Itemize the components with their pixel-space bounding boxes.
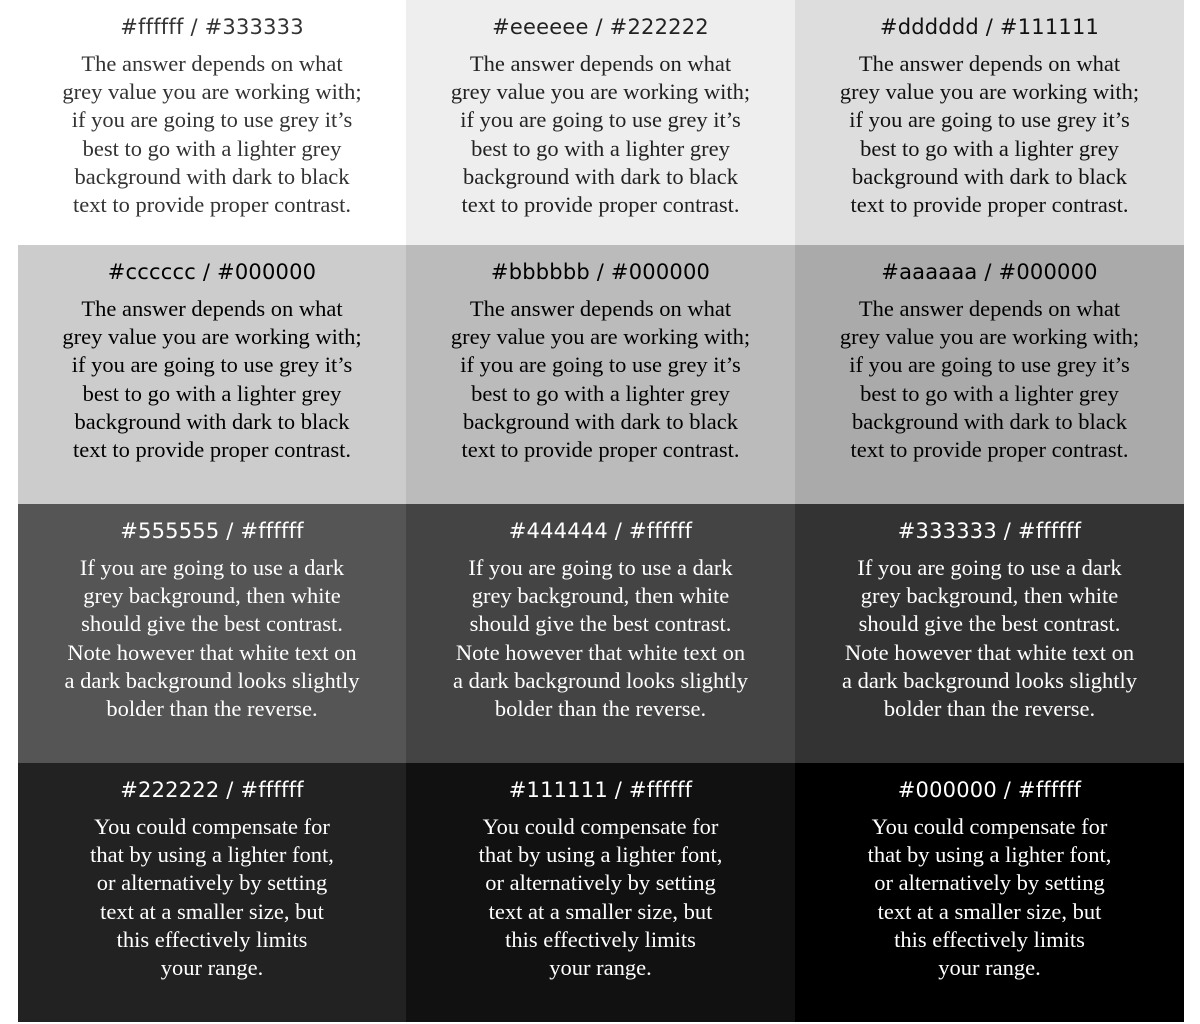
text-line: grey background, then white — [471, 583, 730, 609]
text-line: that by using a lighter font, — [867, 842, 1112, 868]
text-line: text to provide proper contrast. — [72, 192, 352, 218]
text-line: bolder than the reverse. — [106, 696, 318, 722]
text-line: if you are going to use grey it’s — [460, 352, 741, 378]
text-line: grey background, then white — [860, 583, 1119, 609]
text-line: this effectively limits — [116, 926, 308, 952]
text-line: grey value you are working with; — [62, 324, 362, 350]
text-line: a dark background looks slightly — [64, 667, 360, 693]
swatch-222222-on-ffffff — [18, 763, 406, 1022]
text-line: grey value you are working with; — [450, 324, 751, 350]
text-line: best to go with a lighter grey — [471, 380, 730, 406]
text-line: text to provide proper contrast. — [850, 437, 1129, 463]
text-line: should give the best contrast. — [81, 611, 343, 637]
text-line: background with dark to black — [852, 163, 1127, 189]
swatch-text — [817, 50, 1162, 219]
text-line: that by using a lighter font, — [478, 842, 723, 868]
swatch-000000-on-ffffff — [795, 763, 1184, 1022]
text-line: or alternatively by setting — [874, 870, 1105, 896]
grey-contrast-grid — [18, 0, 1184, 1022]
text-line: If you are going to use a dark — [857, 555, 1122, 580]
text-line: if you are going to use grey it’s — [71, 352, 353, 378]
text-line: Note however that white text on — [67, 639, 357, 665]
swatch-label: #222222 / #ffffff — [120, 778, 304, 802]
text-line: a dark background looks slightly — [453, 667, 748, 693]
text-line: grey value you are working with; — [450, 79, 751, 105]
text-line: You could compensate for — [94, 814, 330, 839]
text-line: that by using a lighter font, — [90, 842, 334, 868]
text-line: best to go with a lighter grey — [471, 135, 730, 161]
swatch-label: #444444 / #ffffff — [508, 519, 693, 543]
text-line: The answer depends on what — [469, 296, 732, 321]
swatch-text — [40, 813, 385, 982]
text-line: grey value you are working with; — [839, 79, 1140, 105]
text-line: if you are going to use grey it’s — [849, 107, 1130, 133]
text-line: grey background, then white — [83, 583, 341, 609]
swatch-text — [428, 554, 773, 723]
text-line: The answer depends on what — [858, 296, 1121, 321]
swatch-label: #aaaaaa / #000000 — [881, 260, 1098, 284]
swatch-label: #333333 / #ffffff — [897, 519, 1082, 543]
text-line: background with dark to black — [463, 408, 738, 434]
text-line: background with dark to black — [463, 163, 738, 189]
text-line: your range. — [549, 955, 652, 981]
text-line: Note however that white text on — [844, 639, 1135, 665]
swatch-text — [428, 295, 773, 464]
text-line: if you are going to use grey it’s — [460, 107, 741, 133]
text-line: best to go with a lighter grey — [860, 380, 1119, 406]
text-line: or alternatively by setting — [96, 870, 328, 896]
swatch-label: #ffffff / #333333 — [120, 15, 304, 39]
text-line: best to go with a lighter grey — [860, 135, 1119, 161]
text-line: The answer depends on what — [469, 51, 732, 76]
swatch-text — [817, 295, 1162, 464]
text-line: background with dark to black — [852, 408, 1127, 434]
text-line: this effectively limits — [505, 926, 696, 952]
text-line: You could compensate for — [871, 814, 1108, 839]
swatch-111111-on-ffffff — [406, 763, 795, 1022]
swatch-text — [428, 813, 773, 982]
swatch-ffffff-on-333333 — [18, 0, 406, 245]
text-line: The answer depends on what — [81, 51, 343, 76]
text-line: your range. — [160, 955, 264, 981]
swatch-text — [428, 50, 773, 219]
swatch-333333-on-ffffff — [795, 504, 1184, 763]
text-line: The answer depends on what — [81, 296, 343, 321]
text-line: should give the best contrast. — [469, 611, 732, 637]
swatch-text — [40, 554, 385, 723]
swatch-text — [40, 50, 385, 219]
swatch-cccccc-on-000000 — [18, 245, 406, 504]
text-line: or alternatively by setting — [485, 870, 716, 896]
text-line: bolder than the reverse. — [883, 696, 1096, 722]
text-line: text to provide proper contrast. — [461, 192, 740, 218]
text-line: If you are going to use a dark — [468, 555, 733, 580]
text-line: grey value you are working with; — [62, 79, 362, 105]
text-line: background with dark to black — [74, 163, 350, 189]
swatch-444444-on-ffffff — [406, 504, 795, 763]
swatch-text — [817, 813, 1162, 982]
swatch-text — [40, 295, 385, 464]
swatch-label: #bbbbbb / #000000 — [490, 260, 711, 284]
text-line: text at a smaller size, but — [100, 898, 324, 924]
text-line: this effectively limits — [894, 926, 1085, 952]
swatch-label: #dddddd / #111111 — [879, 15, 1100, 39]
text-line: text at a smaller size, but — [488, 898, 713, 924]
text-line: Note however that white text on — [455, 639, 746, 665]
swatch-label: #eeeeee / #222222 — [492, 15, 709, 39]
text-line: text at a smaller size, but — [877, 898, 1102, 924]
swatch-label: #cccccc / #000000 — [107, 260, 317, 284]
text-line: your range. — [938, 955, 1041, 981]
swatch-aaaaaa-on-000000 — [795, 245, 1184, 504]
text-line: background with dark to black — [74, 408, 350, 434]
text-line: if you are going to use grey it’s — [71, 107, 353, 133]
swatch-bbbbbb-on-000000 — [406, 245, 795, 504]
text-line: bolder than the reverse. — [494, 696, 707, 722]
swatch-label: #000000 / #ffffff — [897, 778, 1082, 802]
text-line: If you are going to use a dark — [79, 555, 345, 580]
text-line: best to go with a lighter grey — [82, 380, 342, 406]
text-line: should give the best contrast. — [858, 611, 1121, 637]
text-line: You could compensate for — [482, 814, 719, 839]
swatch-label: #111111 / #ffffff — [508, 778, 693, 802]
swatch-eeeeee-on-222222 — [406, 0, 795, 245]
swatch-text — [817, 554, 1162, 723]
text-line: best to go with a lighter grey — [82, 135, 342, 161]
text-line: a dark background looks slightly — [842, 667, 1137, 693]
text-line: text to provide proper contrast. — [72, 437, 352, 463]
text-line: The answer depends on what — [858, 51, 1121, 76]
text-line: text to provide proper contrast. — [461, 437, 740, 463]
text-line: grey value you are working with; — [839, 324, 1140, 350]
swatch-555555-on-ffffff — [18, 504, 406, 763]
text-line: text to provide proper contrast. — [850, 192, 1129, 218]
swatch-dddddd-on-111111 — [795, 0, 1184, 245]
swatch-label: #555555 / #ffffff — [120, 519, 304, 543]
text-line: if you are going to use grey it’s — [849, 352, 1130, 378]
